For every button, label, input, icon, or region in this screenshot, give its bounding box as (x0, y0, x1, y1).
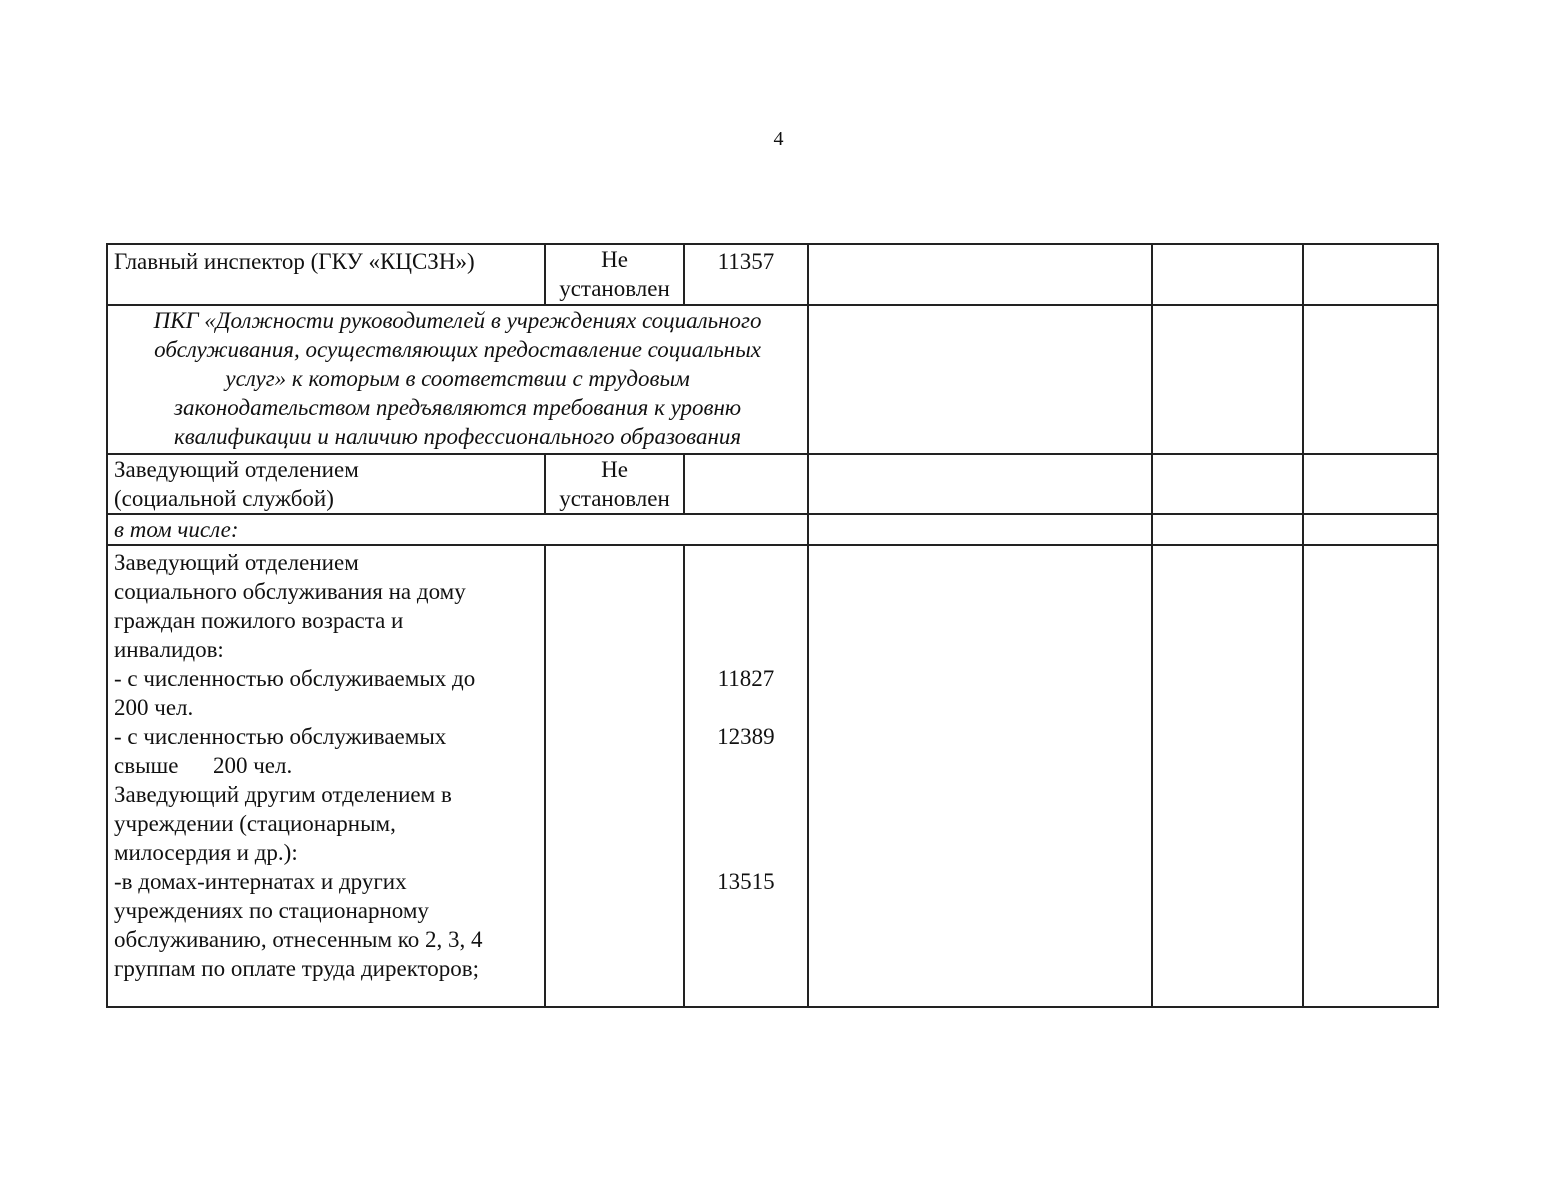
pkg-line: обслуживания, осуществляющих предоставление социальных (154, 337, 761, 362)
including-cell (107, 514, 808, 545)
empty-cell (1303, 305, 1438, 454)
empty-cell (808, 454, 1152, 514)
position-line: обслуживанию, отнесенным ко 2, 3, 4 (114, 927, 483, 952)
empty-cell (808, 305, 1152, 454)
category-line1: Не (601, 457, 628, 482)
position-cell (107, 545, 545, 1007)
category-cell (545, 244, 683, 305)
empty-cell (1152, 454, 1303, 514)
category-cell (545, 454, 683, 514)
empty-cell (1152, 545, 1303, 1007)
position-line: учреждении (стационарным, (114, 811, 396, 836)
position-line: социального обслуживания на дому (114, 579, 466, 604)
table-row-department-heads-detail (107, 545, 1438, 1007)
category-line1: Не (601, 247, 628, 272)
table-row-head-of-department (107, 454, 1438, 514)
page-number: 4 (773, 128, 784, 150)
position-line: учреждениях по стационарному (114, 898, 429, 923)
salary-cell (684, 244, 808, 305)
including-label: в том числе: (114, 517, 239, 542)
empty-cell (684, 454, 808, 514)
position-line: -в домах-интернатах и других (114, 869, 407, 894)
salary-value-residential: 13515 (717, 869, 775, 894)
empty-cell (808, 244, 1152, 305)
position-cell (107, 454, 545, 514)
pkg-line: ПКГ «Должности руководителей в учреждениях социального (153, 308, 762, 333)
empty-cell (1152, 514, 1303, 545)
empty-cell (808, 545, 1152, 1007)
position-line: инвалидов: (114, 637, 224, 662)
salary-table (106, 243, 1439, 1008)
table-row-including (107, 514, 1438, 545)
category-line2: установлен (559, 486, 670, 511)
position-line: Заведующий другим отделением в (114, 782, 452, 807)
pkg-heading-cell (107, 305, 808, 454)
empty-cell (808, 514, 1152, 545)
pkg-line: услуг» к которым в соответствии с трудовым (225, 366, 690, 391)
salary-value-up-to-200: 11827 (717, 666, 775, 691)
position-cell (107, 244, 545, 305)
salary-value-over-200: 12389 (717, 724, 775, 749)
pkg-line: законодательством предъявляются требования к уровню (173, 395, 742, 420)
position-line: - с численностью обслуживаемых (114, 724, 447, 749)
salary-value: 11357 (717, 249, 775, 274)
position-line: Заведующий отделением (114, 550, 359, 575)
position-line: - с численностью обслуживаемых до (114, 666, 476, 691)
position-line2: (социальной службой) (114, 486, 334, 511)
empty-cell (1303, 514, 1438, 545)
salary-cell (684, 545, 808, 1007)
category-line2: установлен (559, 276, 670, 301)
position-line: милосердия и др.): (114, 840, 298, 865)
empty-cell (545, 545, 683, 1007)
empty-cell (1303, 545, 1438, 1007)
table-row-chief-inspector (107, 244, 1438, 305)
empty-cell (1152, 244, 1303, 305)
empty-cell (1303, 454, 1438, 514)
position-text: Главный инспектор (ГКУ «КЦСЗН») (114, 249, 475, 274)
empty-cell (1303, 244, 1438, 305)
position-line: граждан пожилого возраста и (114, 608, 404, 633)
position-line: 200 чел. (114, 695, 194, 720)
pkg-line: квалификации и наличию профессионального образования (174, 424, 742, 449)
table-row-pkg-heading (107, 305, 1438, 454)
position-line: свыше 200 чел. (114, 753, 293, 778)
position-line1: Заведующий отделением (114, 457, 359, 482)
position-line: группам по оплате труда директоров; (114, 956, 480, 981)
empty-cell (1152, 305, 1303, 454)
